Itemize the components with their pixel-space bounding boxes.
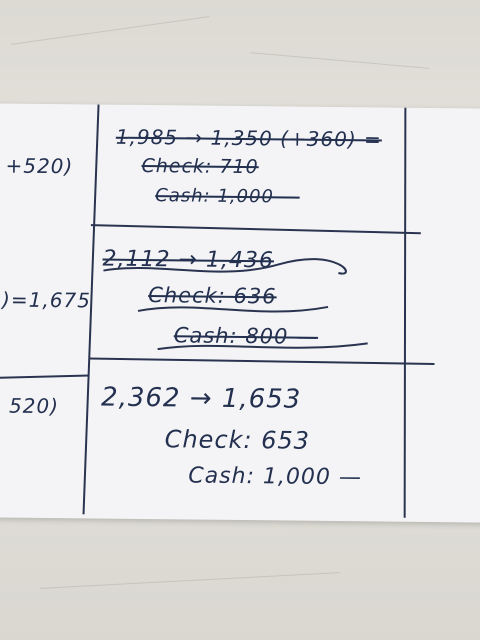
row-separator-1 [91, 224, 421, 234]
entry-1-check: Check: 710 [141, 154, 259, 179]
leather-crease [250, 52, 429, 69]
column-divider-right [404, 108, 407, 518]
entry-3-line: 2,362 → 1,653 [100, 382, 302, 415]
scribble-strikeout [97, 241, 398, 364]
left-fragment-1: +520) [5, 153, 74, 179]
left-fragment-3: 520) [8, 393, 60, 419]
entry-3-cash: Cash: 1,000 — [188, 463, 363, 491]
row-separator-left [0, 375, 89, 380]
entry-1-cash: Cash: 1,000 — [155, 185, 300, 208]
paper-sheet [0, 103, 480, 522]
entry-2-check: Check: 636 [148, 283, 277, 309]
leather-crease [11, 16, 209, 45]
left-fragment-2: )=1,675 [2, 287, 92, 313]
leather-crease [40, 572, 340, 589]
entry-2-cash: Cash: 800 — [173, 323, 319, 349]
entry-2-line: 2,112 → 1,436 [102, 246, 275, 274]
entry-3-check: Check: 653 [164, 425, 311, 455]
entry-1-line: 1,985 → 1,350 (+360) = [115, 124, 382, 152]
